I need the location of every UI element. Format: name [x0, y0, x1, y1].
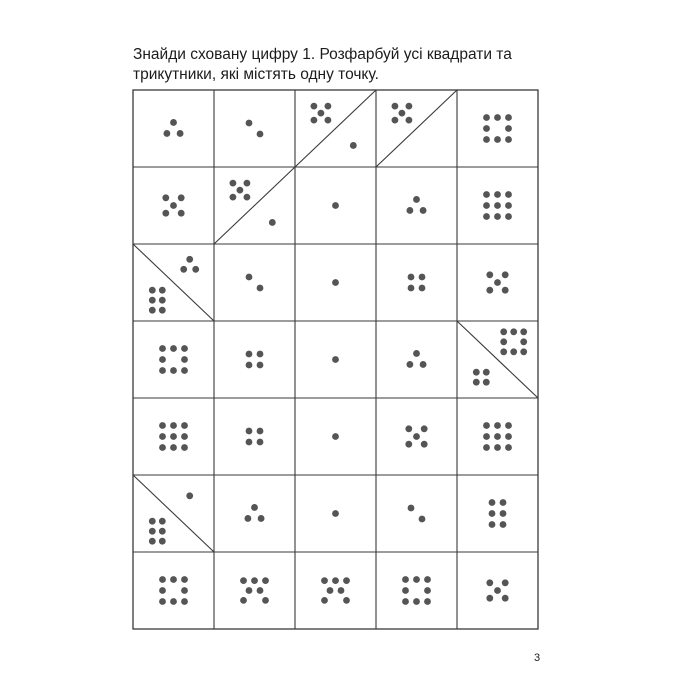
dot: [230, 194, 237, 201]
dot: [332, 202, 339, 209]
cell-diagonal: [133, 475, 214, 552]
dot: [321, 577, 328, 584]
dot: [483, 213, 490, 220]
dot: [494, 213, 501, 220]
dot: [186, 256, 193, 263]
dot: [505, 136, 512, 143]
dot: [483, 422, 490, 429]
dot: [251, 577, 258, 584]
dot: [413, 350, 420, 357]
dot: [246, 351, 253, 358]
dot: [149, 287, 156, 294]
dot: [483, 379, 490, 386]
dot: [257, 351, 264, 358]
dot: [483, 136, 490, 143]
dot: [343, 577, 350, 584]
dot: [246, 274, 253, 281]
dot: [262, 577, 269, 584]
dot: [520, 328, 527, 335]
dot: [486, 271, 493, 278]
dot: [181, 598, 188, 605]
dot: [170, 576, 177, 583]
dot: [510, 328, 517, 335]
dot: [181, 367, 188, 374]
dot: [170, 202, 177, 209]
dot: [402, 576, 409, 583]
dot: [181, 433, 188, 440]
dot: [424, 587, 431, 594]
dot: [159, 356, 166, 363]
dot: [246, 439, 253, 446]
dot: [257, 587, 264, 594]
dot: [257, 362, 264, 369]
dot: [494, 587, 501, 594]
dot: [419, 274, 426, 281]
dot: [244, 180, 251, 187]
dot: [164, 130, 171, 137]
dot: [257, 131, 264, 138]
dot: [170, 444, 177, 451]
dot: [170, 598, 177, 605]
dot: [338, 587, 345, 594]
dot: [159, 528, 166, 535]
dot: [170, 119, 177, 126]
dot: [251, 504, 258, 511]
dot: [520, 338, 527, 345]
cell-diagonal: [295, 90, 376, 167]
dot: [159, 518, 166, 525]
dot: [483, 125, 490, 132]
dot: [318, 110, 325, 117]
dot: [494, 422, 501, 429]
dot: [413, 433, 420, 440]
dot: [257, 285, 264, 292]
dot: [399, 110, 406, 117]
dot: [181, 576, 188, 583]
dot: [392, 103, 399, 110]
dot: [483, 202, 490, 209]
dot: [159, 297, 166, 304]
dot: [505, 433, 512, 440]
dot: [159, 598, 166, 605]
dot: [483, 444, 490, 451]
dot: [170, 422, 177, 429]
dot: [159, 538, 166, 545]
dot: [500, 338, 507, 345]
cell-diagonal: [214, 167, 295, 244]
dot: [162, 194, 169, 201]
dot: [505, 125, 512, 132]
dot: [420, 207, 427, 214]
dot: [510, 348, 517, 355]
dot: [413, 576, 420, 583]
dot: [159, 444, 166, 451]
dot: [181, 422, 188, 429]
instruction-text: Знайди сховану цифру 1. Розфарбуй усі квадрати та трикутники, які містять одну точку.: [133, 46, 512, 83]
dot: [405, 425, 412, 432]
dot: [177, 130, 184, 137]
dot: [181, 356, 188, 363]
dot: [332, 279, 339, 286]
dot: [321, 597, 328, 604]
cell-diagonal: [133, 244, 214, 321]
cell-diagonal: [376, 90, 457, 167]
dot: [486, 287, 493, 294]
dot: [327, 587, 334, 594]
dot: [473, 379, 480, 386]
dot: [505, 202, 512, 209]
dot: [159, 345, 166, 352]
dot: [489, 521, 496, 528]
dot: [162, 210, 169, 217]
dot: [159, 307, 166, 314]
dot: [494, 279, 501, 286]
dot: [181, 345, 188, 352]
dot: [413, 598, 420, 605]
dot: [192, 266, 199, 273]
dot: [325, 103, 332, 110]
dot: [159, 422, 166, 429]
dot: [500, 510, 507, 517]
dot: [424, 576, 431, 583]
dot: [505, 114, 512, 121]
dot: [244, 194, 251, 201]
dot: [159, 576, 166, 583]
dot: [230, 180, 237, 187]
dot: [257, 439, 264, 446]
dot: [186, 492, 193, 499]
dot: [502, 287, 509, 294]
dot: [246, 362, 253, 369]
dot: [149, 528, 156, 535]
dot: [258, 515, 265, 522]
dot: [269, 219, 276, 226]
dot: [424, 598, 431, 605]
dot: [246, 587, 253, 594]
dot: [421, 425, 428, 432]
dot: [178, 194, 185, 201]
dot: [502, 579, 509, 586]
dot: [473, 369, 480, 376]
dot: [494, 136, 501, 143]
dot: [407, 207, 414, 214]
dot: [257, 428, 264, 435]
dot: [406, 103, 413, 110]
page-number: 3: [534, 652, 541, 664]
dot: [494, 444, 501, 451]
dot: [494, 114, 501, 121]
dot: [413, 196, 420, 203]
dot: [402, 598, 409, 605]
dot: [408, 285, 415, 292]
dot: [486, 595, 493, 602]
dot: [500, 521, 507, 528]
dot: [159, 367, 166, 374]
dot: [483, 191, 490, 198]
dot: [505, 213, 512, 220]
dot: [311, 117, 318, 124]
dot: [332, 433, 339, 440]
dot: [500, 348, 507, 355]
dot: [419, 285, 426, 292]
dot: [246, 428, 253, 435]
dot: [149, 307, 156, 314]
dot: [149, 297, 156, 304]
dot: [494, 191, 501, 198]
dot: [505, 422, 512, 429]
dot: [420, 361, 427, 368]
dot: [332, 510, 339, 517]
dot: [500, 328, 507, 335]
dot: [392, 117, 399, 124]
dot: [489, 510, 496, 517]
dot: [486, 579, 493, 586]
dot: [502, 271, 509, 278]
dot: [240, 597, 247, 604]
dot: [350, 142, 357, 149]
dot: [494, 202, 501, 209]
dot: [325, 117, 332, 124]
dot: [343, 597, 350, 604]
dot: [332, 356, 339, 363]
dot: [483, 433, 490, 440]
dot: [502, 595, 509, 602]
dot: [408, 505, 415, 512]
dot: [181, 587, 188, 594]
dot: [406, 117, 413, 124]
dot: [149, 518, 156, 525]
dot: [181, 444, 188, 451]
dot: [159, 587, 166, 594]
dot: [505, 444, 512, 451]
dot: [332, 577, 339, 584]
dot: [520, 348, 527, 355]
dot: [483, 114, 490, 121]
dot: [421, 441, 428, 448]
dot: [402, 587, 409, 594]
dot: [407, 361, 414, 368]
dot: [405, 441, 412, 448]
dot: [237, 187, 244, 194]
dot: [170, 345, 177, 352]
dot: [170, 367, 177, 374]
dot: [245, 515, 252, 522]
dot: [149, 538, 156, 545]
dot: [500, 499, 507, 506]
dot: [311, 103, 318, 110]
dot: [419, 516, 426, 523]
dot: [159, 433, 166, 440]
dot: [246, 120, 253, 127]
dot: [489, 499, 496, 506]
dot: [180, 266, 187, 273]
dot: [178, 210, 185, 217]
dot: [170, 433, 177, 440]
dot: [505, 191, 512, 198]
dot: [262, 597, 269, 604]
dot: [408, 274, 415, 281]
dot: [159, 287, 166, 294]
dot: [240, 577, 247, 584]
dot: [483, 369, 490, 376]
dot: [494, 433, 501, 440]
